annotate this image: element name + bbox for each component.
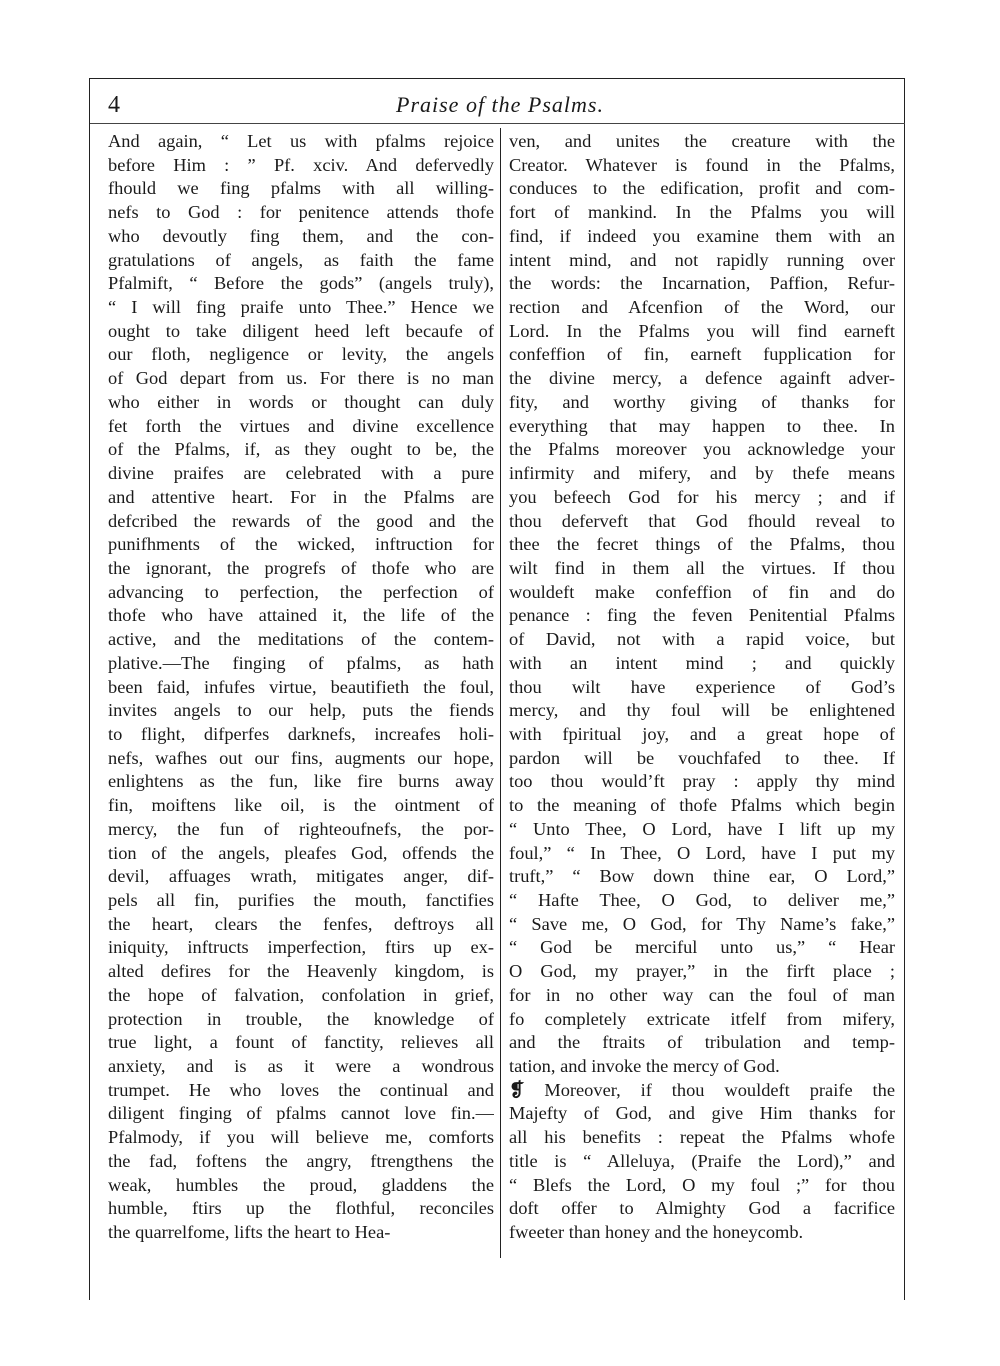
text-line: fort of mankind. In the Pfalms you will: [509, 202, 895, 223]
text-line: ven, and unites the creature with the: [509, 131, 895, 151]
text-line: find, if indeed you examine them with an: [509, 225, 895, 246]
text-line: our floth, negligence or levity, the angels: [108, 344, 494, 365]
text-line: of God depart from us. For there is no man: [108, 368, 494, 389]
text-line: wouldeft make confeffion of fin and do: [509, 581, 895, 602]
text-line: And again, “ Let us with pfalms rejoice: [108, 131, 494, 151]
text-line: mercy, the fun of righteoufnefs, the por-: [108, 818, 494, 839]
text-line: before Him : ” Pf. xciv. And defervedly: [108, 154, 494, 175]
text-line: weak, humbles the proud, gladdens the: [108, 1174, 494, 1195]
text-line: fweeter than honey and the honeycomb.: [509, 1222, 804, 1243]
text-line: thou deferveft that God fhould reveal to: [509, 510, 895, 531]
text-line: fo completely extricate itfelf from mifery,: [509, 1008, 895, 1029]
text-line: doft offer to Almighty God a facrifice: [509, 1198, 895, 1219]
text-line: infirmity and mifery, and by thefe means: [509, 463, 895, 484]
text-line: the hope of falvation, confolation in grief,: [108, 984, 494, 1005]
text-line: defcribed the rewards of the good and the: [108, 510, 494, 531]
text-line: who devoutly fing them, and the con-: [108, 225, 494, 246]
text-line: trumpet. He who loves the continual and: [108, 1079, 494, 1100]
text-line: tation, and invoke the mercy of God.: [509, 1056, 780, 1077]
text-line: all his benefits : repeat the Pfalms whofe: [509, 1127, 895, 1148]
text-line: foul,” “ In Thee, O Lord, have I put my: [509, 842, 895, 863]
text-line: fet forth the virtues and divine excellence: [108, 415, 494, 436]
text-line: true light, a fount of fanctity, relieves all: [108, 1032, 494, 1053]
text-line: pels all fin, purifies the mouth, fanctifies: [108, 890, 494, 910]
text-line: tion of the angels, pleafes God, offends the: [108, 842, 494, 863]
text-line: truft,” “ Bow down thine ear, O Lord,”: [509, 866, 895, 887]
text-line: Creator. Whatever is found in the Pfalms,: [509, 154, 895, 175]
text-line-content: Moreover, if thou wouldeft praife the: [544, 1079, 895, 1100]
header-rule: [90, 123, 905, 124]
text-line: active, and the meditations of the contem-: [108, 629, 494, 650]
text-line: “ God be merciful unto us,” “ Hear: [509, 937, 895, 958]
text-line: to flight, difperfes darknefs, increafes holi-: [108, 723, 494, 744]
text-line: “ Blefs the Lord, O my foul ;” for thou: [509, 1174, 895, 1195]
text-line: title is “ Alleluya, (Praife the Lord),” and: [509, 1150, 895, 1171]
text-line: ought to take diligent heed left becaufe of: [108, 320, 494, 341]
text-line: wilt find in them all the virtues. If thou: [509, 557, 895, 578]
text-line: of David, not with a rapid voice, but: [509, 629, 895, 650]
text-line: thofe who have attained it, the life of the: [108, 605, 494, 626]
text-line: devil, affuages wrath, mitigates anger, dif-: [108, 866, 494, 887]
text-line: penance : fing the feven Penitential Pfalms: [509, 605, 895, 626]
text-line: alted defires for the Heavenly kingdom, is: [108, 961, 494, 982]
text-line: anxiety, and is as it were a wondrous: [108, 1056, 494, 1077]
text-line: intent mind, and not rapidly running over: [509, 249, 895, 270]
text-line: and the ftraits of tribulation and temp-: [509, 1032, 895, 1053]
text-line: Lord. In the Pfalms you will find earneft: [509, 320, 895, 341]
text-line: gratulations of angels, as faith the fame: [108, 249, 494, 270]
text-line: humble, ftirs up the flothful, reconciles: [108, 1198, 494, 1219]
text-line: the words: the Incarnation, Paffion, Refur-: [509, 273, 895, 294]
text-line: for in no other way can the foul of man: [509, 984, 895, 1005]
running-title: Praise of the Psalms.: [396, 92, 604, 117]
text-line: fin, moiftens like oil, is the ointment of: [108, 795, 494, 816]
text-line: the heart, clears the fenfes, deftroys all: [108, 913, 494, 934]
text-line: protection in trouble, the knowledge of: [108, 1008, 494, 1029]
text-line: Pfalmift, “ Before the gods” (angels truly),: [108, 273, 494, 294]
text-line: rection and Afcenfion of the Word, our: [509, 297, 895, 318]
text-line: “ I will fing praife unto Thee.” Hence we: [108, 297, 494, 318]
text-line: iniquity, inftructs imperfection, ftirs up ex-: [108, 937, 494, 958]
text-line: invites angels to our help, puts the fiends: [108, 700, 494, 721]
text-line: you befeech God for his mercy ; and if: [509, 486, 895, 507]
text-line: Pfalmody, if you will believe me, comforts: [108, 1127, 494, 1148]
text-line: been faid, infufes virtue, beautifieth the foul,: [108, 676, 494, 697]
text-line: enlightens as the fun, like fire burns away: [108, 771, 494, 792]
text-line: divine praifes are celebrated with a pure: [108, 463, 494, 484]
text-line: to the meaning of thofe Pfalms which begin: [509, 795, 895, 816]
text-line: “ Unto Thee, O Lord, have I lift up my: [509, 818, 895, 839]
text-line: diligent finging of pfalms cannot love fin.—: [108, 1103, 494, 1124]
text-line: mercy, and thy foul will be enlightened: [509, 700, 895, 721]
text-line: plative.—The finging of pfalms, as hath: [108, 652, 494, 673]
text-line: conduces to the edification, profit and com-: [509, 178, 895, 199]
text-line: and attentive heart. For in the Pfalms are: [108, 486, 494, 507]
text-line: thee the fecret things of the Pfalms, thou: [509, 534, 895, 555]
text-line: punifhments of the wicked, inftruction for: [108, 534, 494, 555]
pilcrow-mark: ❡: [509, 1079, 545, 1100]
text-line: with fpiritual joy, and a great hope of: [509, 723, 895, 744]
text-line: fity, and worthy giving of thanks for: [509, 391, 895, 412]
text-line: the Pfalms moreover you acknowledge your: [509, 439, 895, 460]
text-line: the fad, foftens the angry, ftrengthens the: [108, 1150, 494, 1171]
text-line: who either in words or thought can duly: [108, 391, 494, 412]
text-line: “ Hafte Thee, O God, to deliver me,”: [509, 890, 895, 910]
text-line: with an intent mind ; and quickly: [509, 652, 895, 673]
text-line: of the Pfalms, if, as they ought to be, the: [108, 439, 494, 460]
text-line: too thou would’ft pray : apply thy mind: [509, 771, 895, 792]
text-line: the ignorant, the progrefs of thofe who are: [108, 557, 494, 578]
right-column: [509, 130, 895, 1260]
text-line: [509, 1079, 895, 1103]
text-line: the divine mercy, a defence againft adver-: [509, 368, 895, 389]
text-line: “ Save me, O God, for Thy Name’s fake,”: [509, 913, 895, 934]
page-number: 4: [108, 92, 120, 118]
text-line: everything that may happen to thee. In: [509, 415, 895, 436]
text-line: fhould we fing pfalms with all willing-: [108, 178, 494, 199]
text-line: pardon will be vouchfafed to thee. If: [509, 747, 895, 768]
text-line: the quarrelfome, lifts the heart to Hea-: [108, 1222, 391, 1243]
column-divider: [500, 128, 501, 1258]
text-line: O God, my prayer,” in the firft place ;: [509, 961, 895, 982]
text-line: nefs to God : for penitence attends thofe: [108, 202, 494, 223]
text-line: thou wilt have experience of God’s: [509, 676, 895, 697]
text-line: advancing to perfection, the perfection of: [108, 581, 494, 602]
text-line: nefs, wafhes out our fins, augments our hope,: [108, 747, 494, 768]
left-column: [108, 130, 494, 1260]
text-line: confeffion of fin, earneft fupplication for: [509, 344, 895, 365]
text-line: Majefty of God, and give Him thanks for: [509, 1103, 895, 1124]
